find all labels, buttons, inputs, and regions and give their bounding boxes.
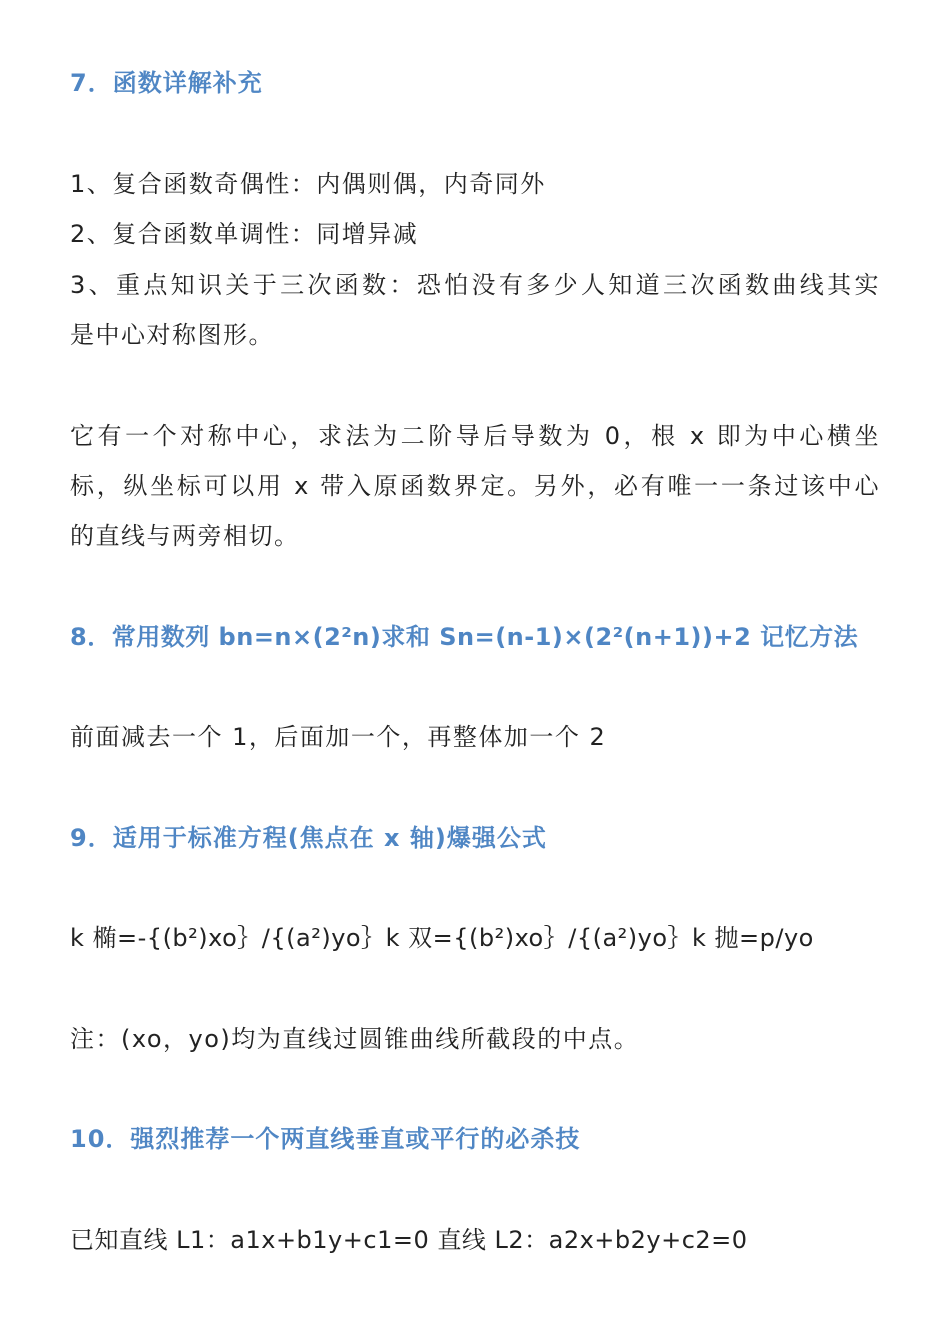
section-7-paragraph-line-2: 标，纵坐标可以用 x 带入原函数界定。另外，必有唯一一条过该中心 <box>70 472 880 500</box>
section-9-note: 注：(xo，yo)均为直线过圆锥曲线所截段的中点。 <box>70 1025 640 1053</box>
section-9-heading: 9．适用于标准方程(焦点在 x 轴)爆强公式 <box>70 824 547 852</box>
section-7-item-2: 2、复合函数单调性：同增异减 <box>70 220 419 248</box>
section-9-formula: k 椭=-{(b²)xo｝/{(a²)yo｝k 双={(b²)xo｝/{(a²)yo｝k 抛=p/yo <box>70 924 814 952</box>
section-7-heading: 7．函数详解补充 <box>70 69 263 97</box>
section-8-body: 前面减去一个 1，后面加一个，再整体加一个 2 <box>70 723 607 751</box>
section-7-paragraph-line-3: 的直线与两旁相切。 <box>70 522 300 550</box>
section-10-body: 已知直线 L1：a1x+b1y+c1=0 直线 L2：a2x+b2y+c2=0 <box>70 1226 748 1254</box>
section-10-heading: 10．强烈推荐一个两直线垂直或平行的必杀技 <box>70 1125 581 1153</box>
section-7-paragraph-line-1: 它有一个对称中心，求法为二阶导后导数为 0，根 x 即为中心横坐 <box>70 422 880 450</box>
section-8-heading: 8．常用数列 bn=n×(2²n)求和 Sn=(n-1)×(2²(n+1))+2 记忆方法 <box>70 623 859 651</box>
section-7-item-1: 1、复合函数奇偶性：内偶则偶，内奇同外 <box>70 170 546 198</box>
section-7-item-3-line-1: 3、重点知识关于三次函数：恐怕没有多少人知道三次函数曲线其实 <box>70 271 880 299</box>
section-7-item-3-line-2: 是中心对称图形。 <box>70 321 274 349</box>
